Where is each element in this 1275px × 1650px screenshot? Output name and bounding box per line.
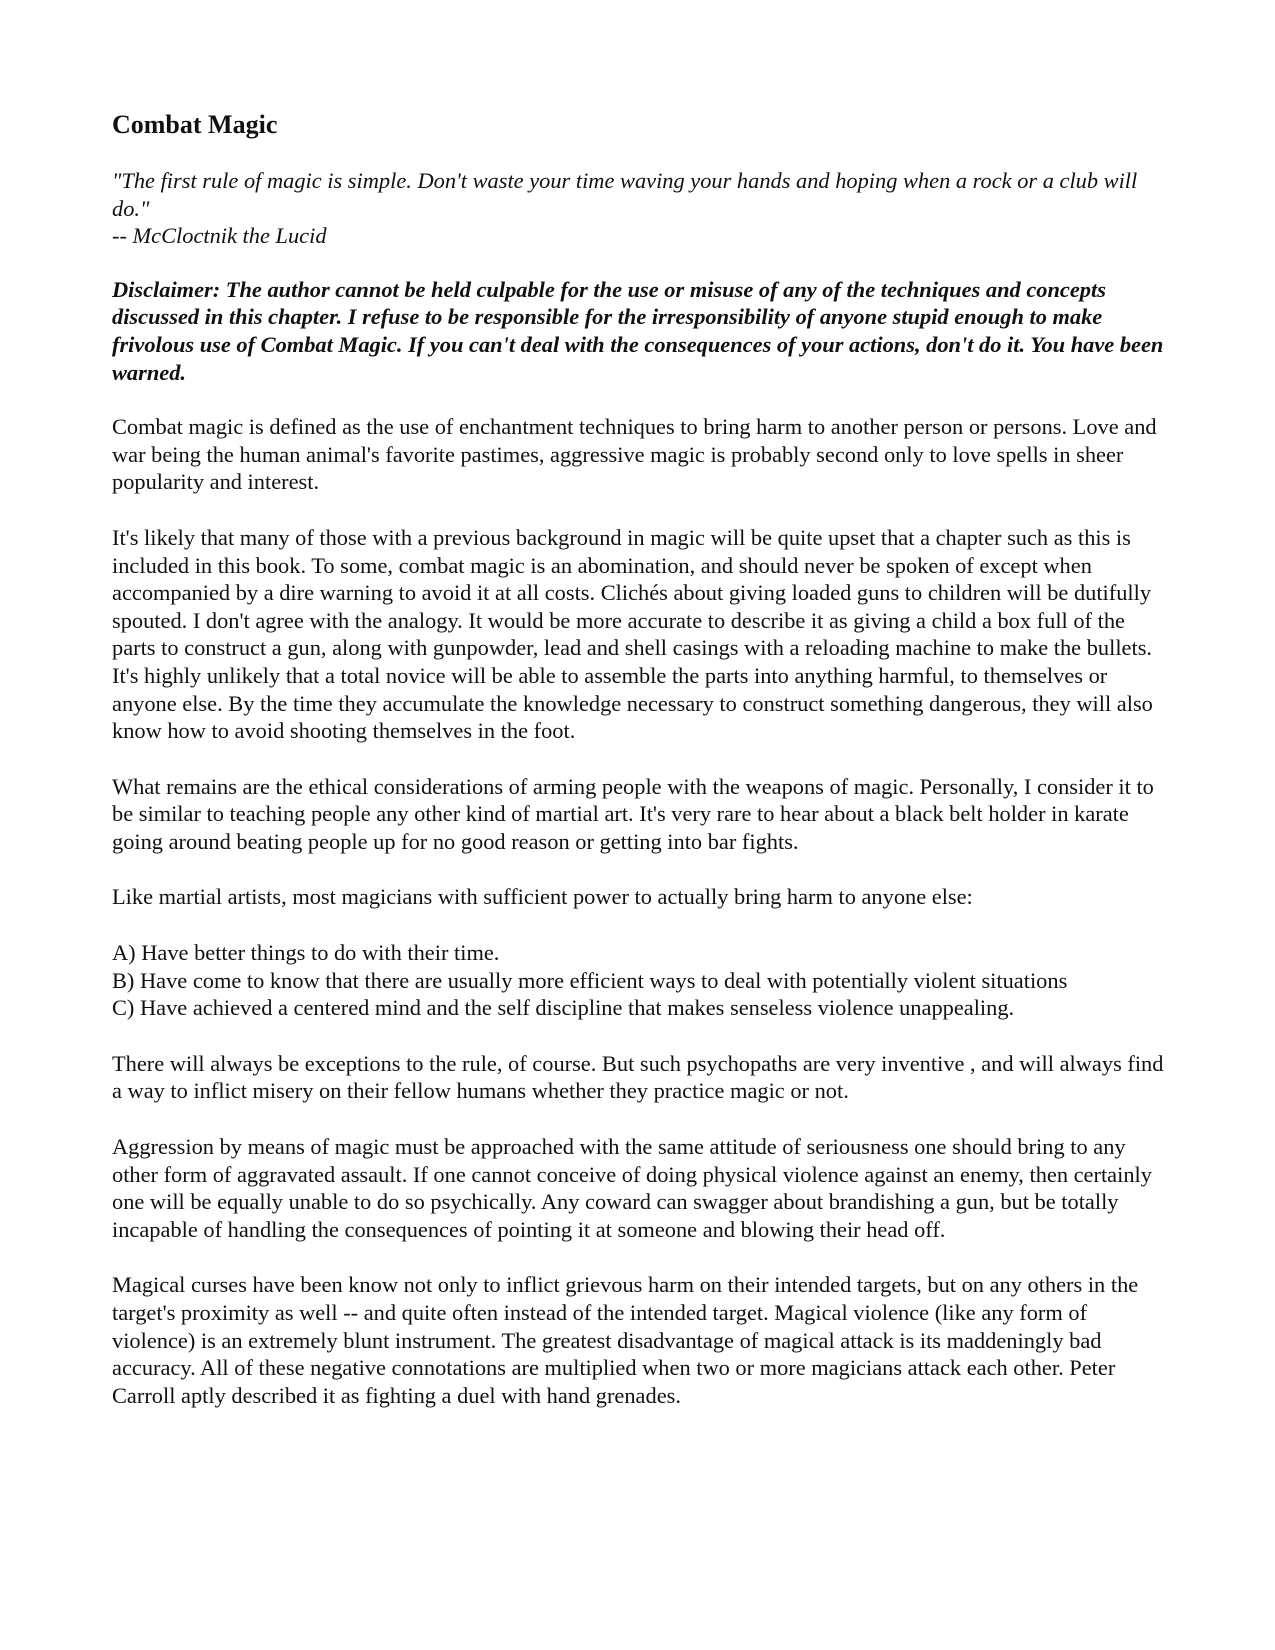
body-paragraph: Aggression by means of magic must be approached with the same attitude of seriousness one should bring to any other form of aggravated assault. If one cannot conceive of doing physical violence against an enemy, then certainly one will be equally unable to do so psychically. Any coward can swagger about brandishing a gun, but be totally incapable of handling the consequences of pointing it at someone and blowing their head off.	[112, 1134, 1152, 1242]
list-item: C) Have achieved a centered mind and the self discipline that makes senseless violence unappealing.	[112, 995, 1015, 1021]
list-item: B) Have come to know that there are usually more efficient ways to deal with potentially violent situations	[112, 967, 1068, 993]
body-paragraph: Combat magic is defined as the use of enchantment techniques to bring harm to another person or persons. Love and war being the human animal's favorite pastimes, aggressive magic is probably second only to love spells in sheer popularity and interest.	[112, 414, 1157, 495]
document-page	[112, 110, 1172, 1437]
body-paragraph: There will always be exceptions to the rule, of course. But such psychopaths are very inventive , and will always find a way to inflict misery on their fellow humans whether they practice magic or not.	[112, 1050, 1164, 1104]
quote-attribution: -- McCloctnik the Lucid	[112, 223, 327, 249]
body-paragraph: What remains are the ethical considerations of arming people with the weapons of magic. Personally, I consider it to be similar to teaching people any other kind of martial art. It's very rare to hear about a black belt holder in karate going around beating people up for no good reason or getting into bar fights.	[112, 773, 1154, 854]
body-paragraph: It's likely that many of those with a previous background in magic will be quite upset that a chapter such as this is included in this book. To some, combat magic is an abomination, and should never be spoken of except when accompanied by a dire warning to avoid it at all costs. Clichés about giving loaded guns to children will be dutifully spouted. I don't agree with the analogy. It would be more accurate to describe it as giving a child a box full of the parts to construct a gun, along with gunpowder, lead and shell casings with a reloading machine to make the bullets. It's highly unlikely that a total novice will be able to assemble the parts into anything harmful, to themselves or anyone else. By the time they accumulate the knowledge necessary to construct something dangerous, they will also know how to avoid shooting themselves in the foot.	[112, 524, 1153, 744]
body-paragraph: Magical curses have been know not only to inflict grievous harm on their intended targets, but on any others in the target's proximity as well -- and quite often instead of the intended target. Magical violence (like any form of violence) is an extremely blunt instrument. The greatest disadvantage of magical attack is its maddeningly bad accuracy. All of these negative connotations are multiplied when two or more magicians attack each other. Peter Carroll aptly described it as fighting a duel with hand grenades.	[112, 1272, 1139, 1408]
body-paragraph: Like martial artists, most magicians with sufficient power to actually bring harm to anyone else:	[112, 884, 973, 910]
list-item: A) Have better things to do with their time.	[112, 940, 500, 966]
chapter-title: Combat Magic	[112, 110, 278, 139]
disclaimer-paragraph: Disclaimer: The author cannot be held culpable for the use or misuse of any of the techniques and concepts discussed in this chapter. I refuse to be responsible for the irresponsibility of anyone stupid enough to make frivolous use of Combat Magic. If you can't deal with the consequences of your actions, don't do it. You have been warned.	[112, 276, 1164, 385]
epigraph-quote	[112, 167, 1172, 250]
quote-text: "The first rule of magic is simple. Don't waste your time waving your hands and hoping when a rock or a club will do."	[112, 168, 1138, 221]
reasons-list	[112, 939, 1172, 1022]
